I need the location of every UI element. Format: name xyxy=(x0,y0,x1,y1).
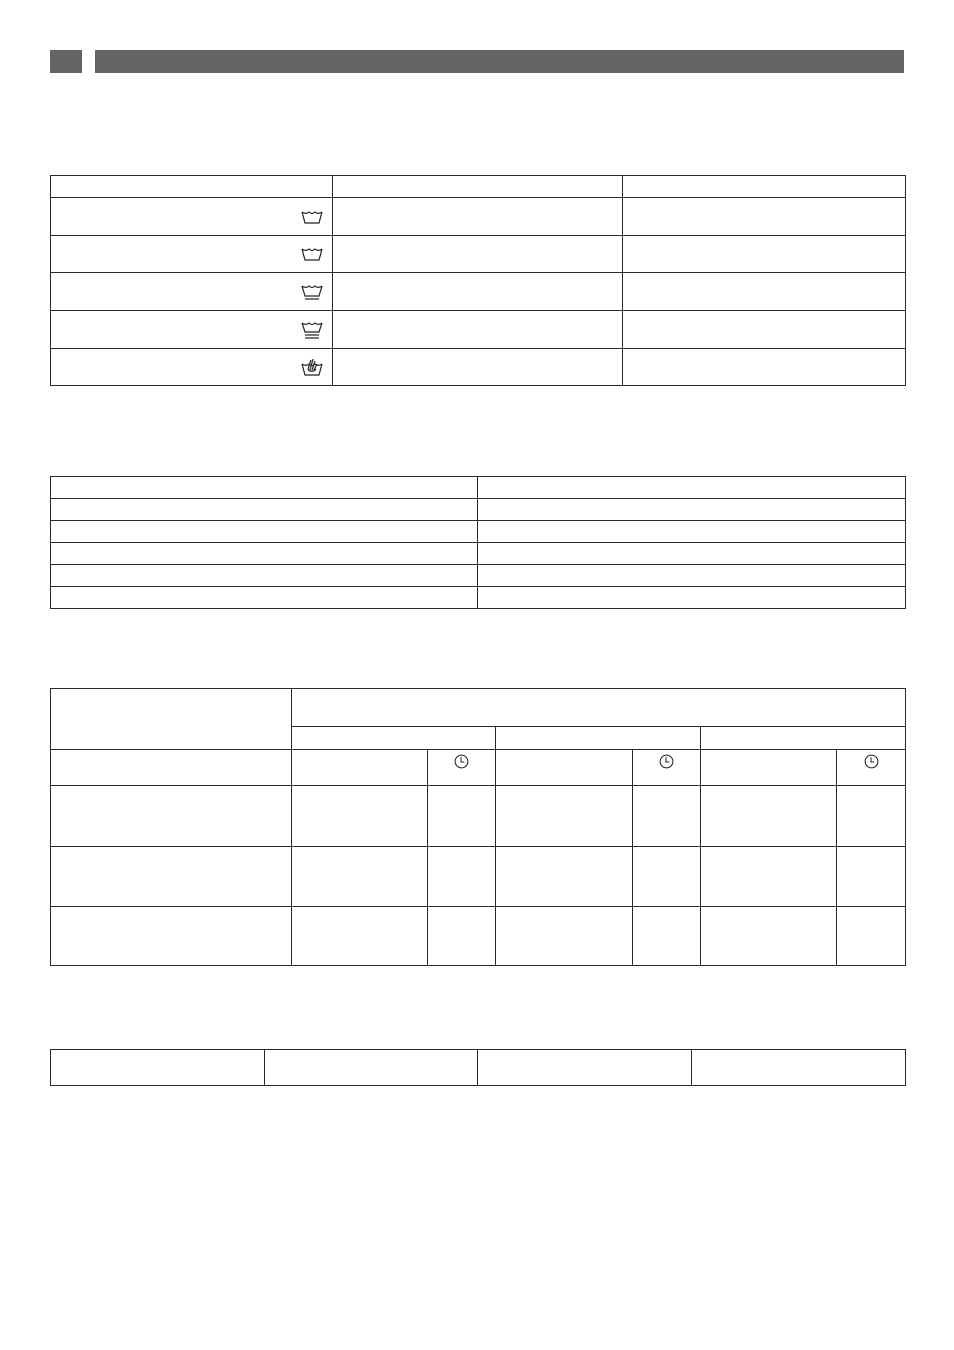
table-cell xyxy=(51,477,478,499)
program-table xyxy=(50,688,906,966)
table-cell xyxy=(623,236,906,273)
wash-tub-gentle-icon xyxy=(300,282,324,302)
table-cell xyxy=(623,198,906,236)
table-row xyxy=(51,907,906,966)
table-cell xyxy=(292,907,428,966)
hand-wash-icon xyxy=(300,357,324,377)
table-cell xyxy=(51,587,478,609)
wash-label-cell xyxy=(51,236,333,273)
wash-tub-icon xyxy=(300,207,324,227)
table-cell xyxy=(837,847,906,907)
wash-tub-icon xyxy=(300,244,324,264)
wash-label-cell xyxy=(51,349,333,386)
table-cell xyxy=(701,847,837,907)
table-row xyxy=(51,198,906,236)
table-cell xyxy=(333,198,623,236)
row-label-cell xyxy=(51,786,292,847)
table-row xyxy=(51,236,906,273)
bottom-table xyxy=(50,1049,906,1086)
table-cell xyxy=(333,349,623,386)
table-row xyxy=(51,477,906,499)
wash-tub-very-gentle-icon xyxy=(300,320,324,340)
table-cell xyxy=(496,786,633,847)
table-cell xyxy=(428,847,496,907)
header-cell xyxy=(51,176,333,198)
table-header-row xyxy=(51,689,906,727)
table-row xyxy=(51,565,906,587)
row-label-cell xyxy=(51,907,292,966)
table-row xyxy=(51,311,906,349)
table-cell xyxy=(837,907,906,966)
table-cell xyxy=(478,521,906,543)
table-cell xyxy=(478,565,906,587)
group-header-cell xyxy=(292,689,906,727)
table-cell xyxy=(623,311,906,349)
time-header-cell xyxy=(837,750,906,786)
time-header-cell xyxy=(428,750,496,786)
row-label-cell xyxy=(51,750,292,786)
table-cell xyxy=(428,907,496,966)
table-cell xyxy=(292,847,428,907)
table-header-row xyxy=(51,176,906,198)
table-cell xyxy=(292,786,428,847)
table-row xyxy=(51,847,906,907)
table-row xyxy=(51,587,906,609)
header-cell xyxy=(333,176,623,198)
corner-cell xyxy=(51,689,292,750)
table-cell xyxy=(701,786,837,847)
table-cell xyxy=(292,750,428,786)
table-row xyxy=(51,786,906,847)
section-tab xyxy=(50,50,82,73)
clock-icon xyxy=(659,754,674,769)
subheader-cell xyxy=(496,727,701,750)
subheader-cell xyxy=(701,727,906,750)
table-cell xyxy=(692,1050,906,1086)
table-cell xyxy=(478,477,906,499)
table-row xyxy=(51,273,906,311)
table-cell xyxy=(496,907,633,966)
table-row xyxy=(51,499,906,521)
table-cell xyxy=(633,907,701,966)
table-cell xyxy=(496,750,633,786)
header-cell xyxy=(623,176,906,198)
wash-label-cell xyxy=(51,273,333,311)
table-cell xyxy=(701,907,837,966)
table-row xyxy=(51,750,906,786)
table-cell xyxy=(51,1050,265,1086)
table-cell xyxy=(51,543,478,565)
table-cell xyxy=(428,786,496,847)
table-cell xyxy=(478,1050,692,1086)
row-label-cell xyxy=(51,847,292,907)
wash-label-cell xyxy=(51,198,333,236)
table-cell xyxy=(265,1050,478,1086)
table-cell xyxy=(623,273,906,311)
table-row xyxy=(51,1050,906,1086)
table-cell xyxy=(51,565,478,587)
table-cell xyxy=(478,587,906,609)
wash-symbol-table xyxy=(50,175,906,386)
table-cell xyxy=(333,236,623,273)
table-cell xyxy=(837,786,906,847)
table-cell xyxy=(623,349,906,386)
table-cell xyxy=(633,847,701,907)
table-cell xyxy=(478,499,906,521)
clock-icon xyxy=(864,754,879,769)
table-row xyxy=(51,349,906,386)
wash-label-cell xyxy=(51,311,333,349)
subheader-cell xyxy=(292,727,496,750)
table-cell xyxy=(701,750,837,786)
clock-icon xyxy=(454,754,469,769)
table-cell xyxy=(496,847,633,907)
table-row xyxy=(51,543,906,565)
table-row xyxy=(51,521,906,543)
time-header-cell xyxy=(633,750,701,786)
table-cell xyxy=(633,786,701,847)
two-column-table xyxy=(50,476,906,609)
table-cell xyxy=(51,499,478,521)
table-cell xyxy=(333,273,623,311)
table-cell xyxy=(51,521,478,543)
table-cell xyxy=(478,543,906,565)
section-header-bar xyxy=(95,50,904,73)
table-cell xyxy=(333,311,623,349)
